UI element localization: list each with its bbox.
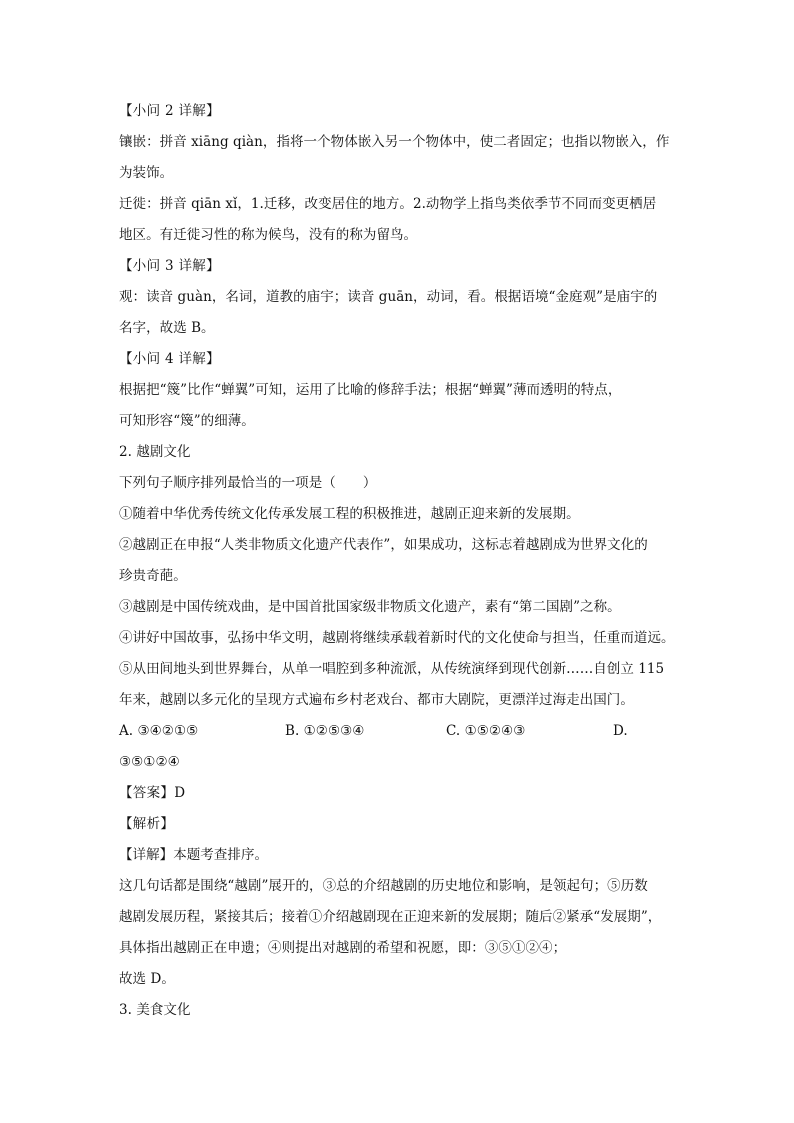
sub-question-2-heading: 【小问 2 详解】 — [119, 103, 220, 119]
answer-label: 【答案】D — [119, 785, 186, 801]
explanation-line: 镶嵌：拼音 xiāng qiàn，指将一个物体嵌入另一个物体中，使二者固定；也指以物嵌入，作 — [119, 134, 670, 150]
explanation-line: 可知形容“篾”的细薄。 — [119, 413, 255, 429]
option-c: C. ①⑤②④③ — [446, 723, 526, 739]
analysis-line: 越剧发展历程，紧接其后；接着①介绍越剧现在正迎来新的发展期；随后②紧承“发展期”， — [119, 909, 662, 925]
sentence-item-2: ②越剧正在申报“人类非物质文化遗产代表作”，如果成功，这标志着越剧成为世界文化的 — [119, 537, 648, 553]
detail-heading: 【详解】本题考查排序。 — [119, 847, 269, 863]
sentence-item-1: ①随着中华优秀传统文化传承发展工程的积极推进，越剧正迎来新的发展期。 — [119, 506, 580, 522]
section-title-food-culture: 3. 美食文化 — [119, 1002, 191, 1018]
explanation-line: 迁徙：拼音 qiān xǐ，1.迁移，改变居住的地方。2.动物学上指鸟类依季节不同而变更栖居 — [119, 196, 657, 212]
option-a: A. ③④②①⑤ — [119, 723, 199, 739]
section-title-yue-opera: 2. 越剧文化 — [119, 444, 191, 460]
sentence-item-5: ⑤从田间地头到世界舞台，从单一唱腔到多种流派，从传统演绎到现代创新……自创立 115 — [119, 661, 665, 677]
explanation-line: 为装饰。 — [119, 165, 174, 181]
analysis-line: 具体指出越剧正在申遗；④则提出对越剧的希望和祝愿，即：③⑤①②④； — [119, 940, 567, 956]
sentence-item-3: ③越剧是中国传统戏曲，是中国首批国家级非物质文化遗产，素有“第二国剧”之称。 — [119, 599, 621, 615]
option-d: D. — [613, 723, 628, 739]
analysis-line: 这几句话都是围绕“越剧”展开的，③总的介绍越剧的历史地位和影响，是领起句；⑤历数 — [119, 878, 648, 894]
document-body — [119, 101, 679, 1031]
sub-question-4-heading: 【小问 4 详解】 — [119, 351, 220, 367]
explanation-line: 观：读音 guàn，名词，道教的庙宇；读音 guān，动词，看。根据语境“金庭观”是庙宇的 — [119, 289, 658, 305]
sentence-item-5-cont: 年来，越剧以多元化的呈现方式遍布乡村老戏台、都市大剧院，更漂洋过海走出国门。 — [119, 692, 634, 708]
explanation-line: 地区。有迁徙习性的称为候鸟，没有的称为留鸟。 — [119, 227, 418, 243]
sentence-item-4: ④讲好中国故事，弘扬中华文明，越剧将继续承载着新时代的文化使命与担当，任重而道远。 — [119, 630, 675, 646]
option-b: B. ①②⑤③④ — [285, 723, 365, 739]
conclusion-line: 故选 D。 — [119, 971, 175, 987]
sub-question-3-heading: 【小问 3 详解】 — [119, 258, 220, 274]
analysis-label: 【解析】 — [119, 816, 175, 832]
option-d-value: ③⑤①②④ — [119, 754, 180, 770]
explanation-line: 根据把“篾”比作“蝉翼”可知，运用了比喻的修辞手法；根据“蝉翼”薄而透明的特点， — [119, 382, 622, 398]
answer-options — [119, 721, 679, 741]
explanation-line: 名字，故选 B。 — [119, 320, 215, 336]
question-stem: 下列句子顺序排列最恰当的一项是（ ） — [119, 475, 377, 491]
sentence-item-2-cont: 珍贵奇葩。 — [119, 568, 187, 584]
